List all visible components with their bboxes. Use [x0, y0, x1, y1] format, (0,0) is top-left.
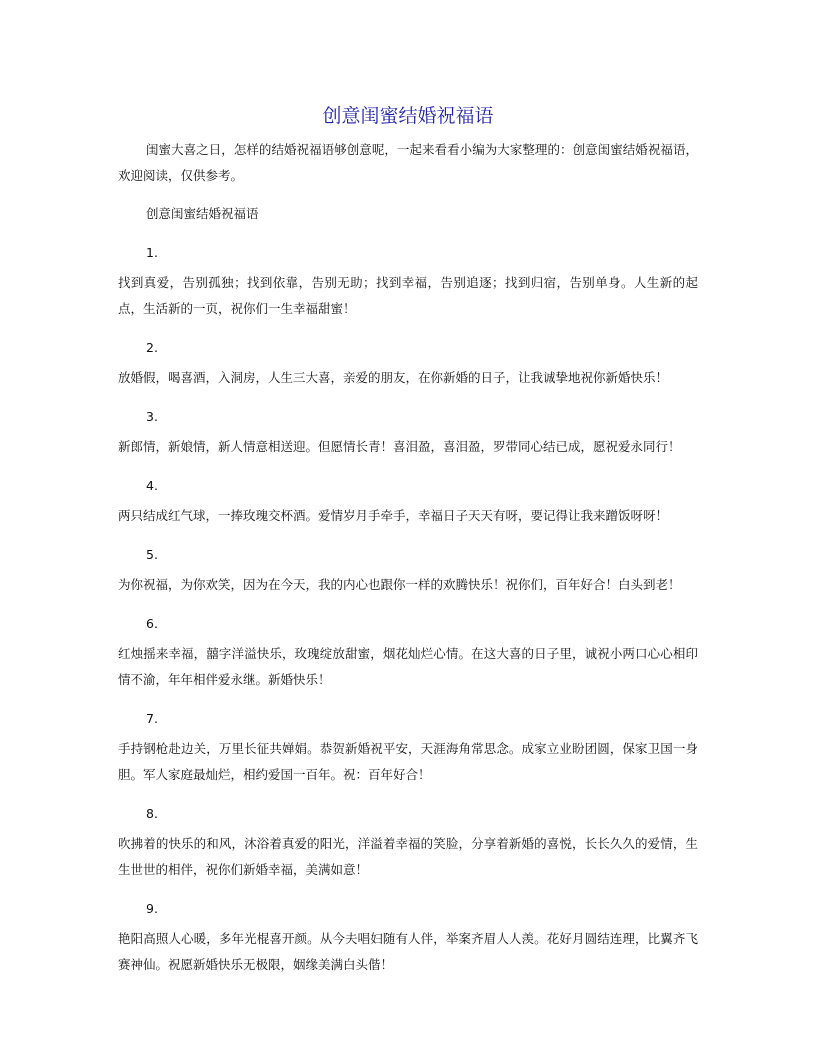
document-title: 创意闺蜜结婚祝福语 — [322, 105, 494, 127]
item-text-3: 新郎情，新娘情，新人情意相送迎。但愿情长青！喜泪盈，喜泪盈，罗带同心结已成，愿祝爱永同行！ — [118, 439, 681, 454]
item-text-1: 找到真爱，告别孤独；找到依靠，告别无助；找到幸福，告别追逐；找到归宿，告别单身。人生新的起点，生活新的一页，祝你们一生幸福甜蜜！ — [118, 275, 698, 316]
item-number-7: 7. — [146, 711, 158, 726]
item-text-2: 放婚假，喝喜酒，入洞房，人生三大喜，亲爱的朋友，在你新婚的日子，让我诚挚地祝你新婚快乐！ — [118, 370, 669, 385]
document-body — [118, 137, 698, 978]
item-text-4: 两只结成红气球，一捧玫瑰交杯酒。爱情岁月手牵手，幸福日子天天有呀，要记得让我来蹭饭呀呀！ — [118, 508, 669, 523]
item-text-7: 手持钢枪赴边关，万里长征共婵娟。恭贺新婚祝平安，天涯海角常思念。成家立业盼团圆，保家卫国一身胆。军人家庭最灿烂，相约爱国一百年。祝：百年好合！ — [118, 741, 698, 782]
item-text-5: 为你祝福，为你欢笑，因为在今天，我的内心也跟你一样的欢腾快乐！祝你们，百年好合！白头到老！ — [118, 577, 681, 592]
item-number-6: 6. — [146, 616, 158, 631]
section-subtitle: 创意闺蜜结婚祝福语 — [146, 206, 259, 221]
item-number-4: 4. — [146, 478, 158, 493]
item-number-1: 1. — [146, 245, 158, 260]
item-number-8: 8. — [146, 806, 158, 821]
item-number-5: 5. — [146, 547, 158, 562]
item-number-2: 2. — [146, 340, 158, 355]
intro-paragraph: 闺蜜大喜之日，怎样的结婚祝福语够创意呢，一起来看看小编为大家整理的：创意闺蜜结婚祝福语，欢迎阅读，仅供参考。 — [118, 142, 698, 183]
item-text-6: 红烛摇来幸福，囍字洋溢快乐，玫瑰绽放甜蜜，烟花灿烂心情。在这大喜的日子里，诚祝小两口心心相印情不渝，年年相伴爱永继。新婚快乐！ — [118, 646, 698, 687]
item-number-3: 3. — [146, 409, 158, 424]
item-text-8: 吹拂着的快乐的和风，沐浴着真爱的阳光，洋溢着幸福的笑脸，分享着新婚的喜悦，长长久久的爱情，生生世世的相伴，祝你们新婚幸福，美满如意！ — [118, 836, 698, 877]
item-text-9: 艳阳高照人心暖，多年光棍喜开颜。从今夫唱妇随有人伴，举案齐眉人人羡。花好月圆结连理，比翼齐飞赛神仙。祝愿新婚快乐无极限，姻缘美满白头偕！ — [118, 931, 698, 972]
item-number-9: 9. — [146, 901, 158, 916]
